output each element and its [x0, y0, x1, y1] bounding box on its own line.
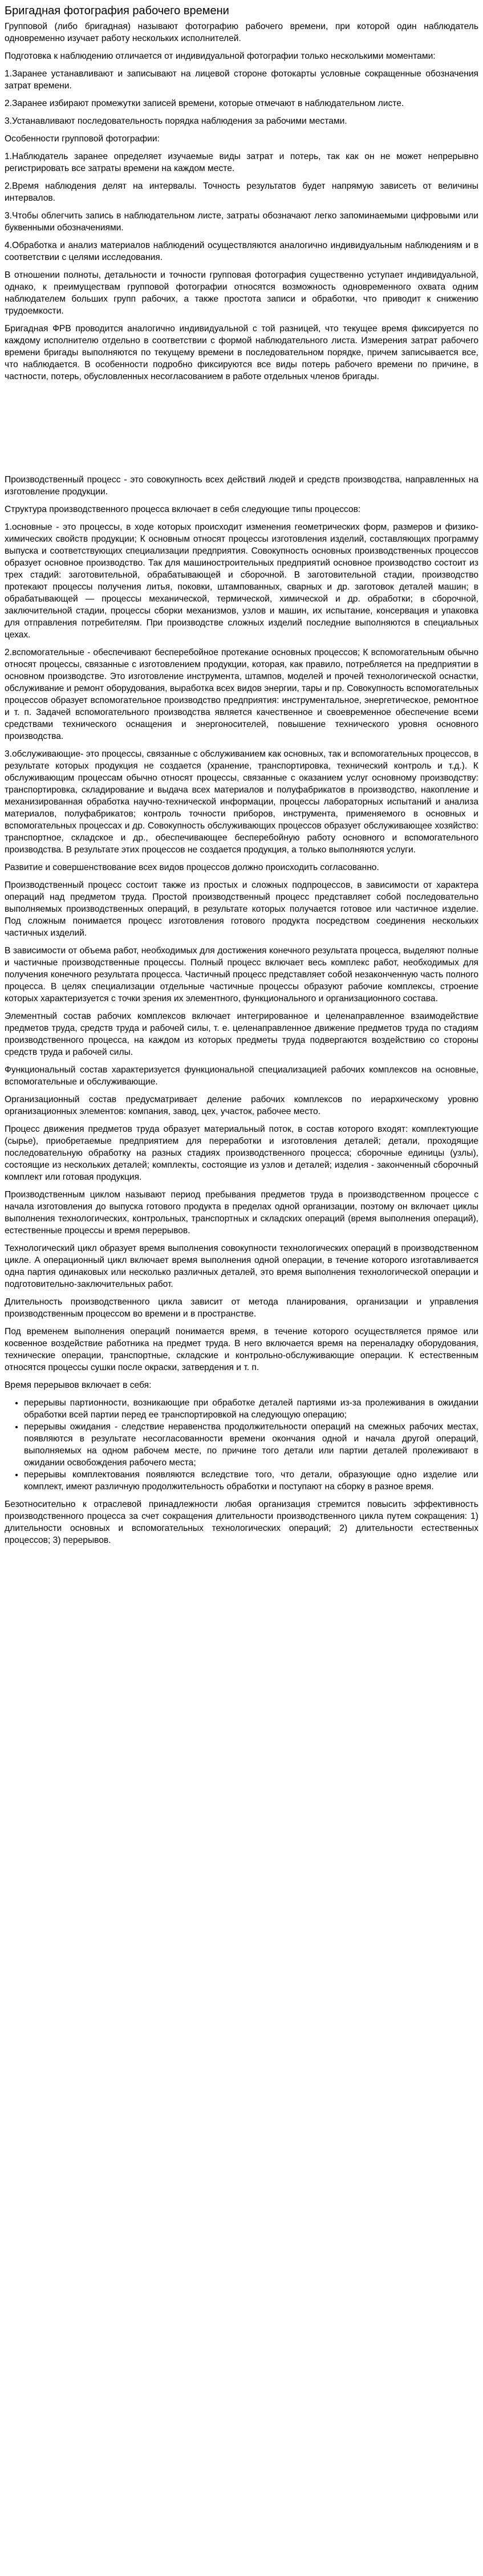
paragraph: 3.Устанавливают последовательность порядка наблюдения за рабочими местами. — [5, 116, 347, 126]
paragraph: 3.Чтобы облегчить запись в наблюдательном листе, затраты обозначают легко запоминаемыми цифровыми или буквенными обозначениями. — [5, 211, 478, 233]
paragraph: 2.Время наблюдения делят на интервалы. Точность результатов будет напрямую зависеть от величины интервалов. — [5, 181, 478, 203]
breaks-list — [5, 1397, 478, 1493]
paragraph: 1.основные - это процессы, в ходе которых происходит изменения геометрических форм, размеров и физико-химических свойств продукции; К основным относят процессы изготовления изделий, составляющих программу выпуска и соответствующих специализации предприятия. Совокупность основных производственных процессов образует основное производство. Так для машиностроительных предприятий основное производство состоит из трех стадий: заготовительной, обрабатывающей и сборочной. В заготовительной стадии, производство протекают процессы получения литья, поковки, штампованных, сварных и др. заготовок деталей машин; в обрабатывающей — процессы механической, термической, химической и др. обработки; в сборочной, заключительной стадии, процессы сборки механизмов, узлов и машин, их испытание, консервация и упаковка для отправления потребителям. При производстве сложных изделий последние выполняются в специальных цехах. — [5, 522, 478, 640]
paragraph: Функциональный состав характеризуется функциональной специализацией рабочих комплексов на основные, вспомогательные и обслуживающие. — [5, 1065, 478, 1087]
paragraph: Групповой (либо бригадная) называют фотографию рабочего времени, при которой один наблюдатель одновременно изучает работу нескольких исполнителей. — [5, 22, 478, 43]
paragraph: 2.вспомогательные - обеспечивают бесперебойное протекание основных процессов; К вспомогательным обычно относят процессы, связанные с изготовлением продукции, которая, как правило, потребляется на предприятии в основном производстве. Это изготовление инструмента, штампов, моделей и прочей технологической оснастки, обслуживание и ремонт оборудования, выработка всех видов энергии, тары и пр. Совокупность вспомогательных процессов образует вспомогательное производство предприятия: инструментальное, энергетическое, ремонтное и т. п. Задачей вспомогательного производства является качественное и своевременное обеспечение всеми средствами технического оснащения и энергоносителей, повышение технического уровня основного производства. — [5, 648, 478, 741]
paragraph: Подготовка к наблюдению отличается от индивидуальной фотографии только несколькими моментами: — [5, 51, 436, 61]
paragraph: 2.Заранее избирают промежутки записей времени, которые отмечают в наблюдательном листе. — [5, 99, 404, 108]
paragraph: Особенности групповой фотографии: — [5, 134, 160, 144]
paragraph: Производственным циклом называют период пребывания предметов труда в производственном процессе с начала изготовления до выпуска готового продукта в пределах одной организации, поэтому он включает циклы выполнения технологических, контрольных, транспортных и складских операций (время выполнения операций), естественные процессы и время перерывов. — [5, 1190, 478, 1236]
paragraph: Бригадная ФРВ проводится аналогично индивидуальной с той разницей, что текущее время фиксируется по каждому исполнителю отдельно в соответствии с формой наблюдательного листа. Измерения затрат рабочего времени бригады выполняются по текущему времени в последовательном порядке, причем записывается все, что наблюдается. В особенности подробно фиксируются все виды потерь рабочего времени по причине, в частности, потерь, обусловленных несогласованием в работе отдельных членов бригады. — [5, 324, 478, 381]
paragraph: 4.Обработка и анализ материалов наблюдений осуществляются аналогично индивидуальным наблюдениям и в соответствии с целями исследования. — [5, 241, 478, 262]
paragraph: Производственный процесс состоит также из простых и сложных подпроцессов, в зависимости от характера операций над предметом труда. Простой производственный процесс представляет собой последовательно выполняемых производственных операций, в результате которых получается готовое или частичное изделие. Под сложным понимается процесс изготовления готового продукта посредством соединения нескольких частичных изделий. — [5, 880, 478, 938]
blank-gap — [5, 388, 478, 474]
list-item: • перерывы ожидания - следствие неравенства продолжительности операций на смежных рабочих местах, появляются в результате несогласованности времени окончания одной и начала другой операций, выполняемых на одном рабочем месте, по причине того детали или партии деталей пролеживают в ожидании освобождения рабочего места; — [24, 1421, 478, 1469]
list-item: • перерывы комплектования появляются вследствие того, что детали, образующие одно изделие или комплект, имеют различную продолжительность обработки и поступают на сборку в разное время. — [24, 1469, 478, 1493]
paragraph: Производственный процесс - это совокупность всех действий людей и средств производства, направленных на изготовление продукции. — [5, 475, 478, 497]
section-production-process — [5, 474, 478, 1546]
paragraph: Под временем выполнения операций понимается время, в течение которого осуществляется прямое или косвенное воздействие работника на предмет труда. В него включается время на переналадку оборудования, технические операции, транспортные, складские и контрольно-обслуживающие операции. К естественным относятся процессы сушки после окраски, затвердения и т. п. — [5, 1327, 478, 1372]
paragraph: 3.обслуживающие- это процессы, связанные с обслуживанием как основных, так и вспомогательных процессов, в результате которых продукция не создается (хранение, транспортировка, технический контроль и т.д.). К обслуживающим процессам обычно относят процессы, связанные с оказанием услуг основному производству: транспортировка, складирование и выдача всех материалов и полуфабрикатов в производство, накопление и механизированная обработка научно-технической информации, процессы лабораторных испытаний и анализа материалов, полуфабрикатов; контроль точности приборов, инструмента, применяемого в основных и вспомогательных процессах и др. Совокупность обслуживающих процессов образует обслуживающее хозяйство: транспортное, складское и др., обеспечивающее бесперебойную работу основного и вспомогательного производства. В результате этих процессов не создается продукция, а только выполняются услуги. — [5, 749, 478, 855]
paragraph: Структура производственного процесса включает в себя следующие типы процессов: — [5, 505, 361, 514]
paragraph: Элементный состав рабочих комплексов включает интегрированное и целенаправленное взаимодействие предметов труда, средств труда и рабочей силы, т. е. целенаправленное движение предметов труда по стадиям производственного процесса, на каждом из которых предметы труда подвергаются воздействию со стороны средств труда и рабочей силы. — [5, 1011, 478, 1057]
paragraph: 1.Заранее устанавливают и записывают на лицевой стороне фотокарты условные сокращенные обозначения затрат времени. — [5, 69, 478, 91]
paragraph: Развитие и совершенствование всех видов процессов должно происходить согласованно. — [5, 863, 379, 872]
paragraph: Время перерывов включает в себя: — [5, 1380, 152, 1390]
paragraph: Организационный состав предусматривает деление рабочих комплексов по иерархическому уровню организационных элементов: компания, завод, цех, участок, рабочее место. — [5, 1095, 478, 1116]
paragraph-closing: Безотносительно к отраслевой принадлежности любая организация стремится повысить эффективность производственного процесса за счет сокращения длительности производственного цикла путем сокращения: 1) длительности основных и вспомогательных технологических операций; 2) длительности естественных процессов; 3) перерывов. — [5, 1500, 478, 1545]
paragraph: В зависимости от объема работ, необходимых для достижения конечного результата процесса, выделяют полные и частичные производственные процессы. Полный процесс включает весь комплекс работ, необходимых для получения конечного результата процесса. Частичный процесс представляет собой незаконченную часть полного процесса. В целях специализации отдельные частичные процессы образуют рабочие комплексы, строение которых характеризуется с точки зрения их элементного, функционального и организационного состава. — [5, 946, 478, 1003]
paragraph: 1.Наблюдатель заранее определяет изучаемые виды затрат и потерь, так как он не может непрерывно регистрировать все затраты времени на каждом месте. — [5, 152, 478, 173]
paragraph: Технологический цикл образует время выполнения совокупности технологических операций в производственном цикле. А операционный цикл включает время выполнения одной операции, в течение которого изготавливается одна партия одинаковых или несколько различных деталей, это время выполнения технологической операции и подготовительно-заключительных работ. — [5, 1244, 478, 1289]
paragraph: Длительность производственного цикла зависит от метода планирования, организации и управления производственным процессом во времени и в пространстве. — [5, 1297, 478, 1319]
paragraph: В отношении полноты, детальности и точности групповая фотография существенно уступает индивидуальной, однако, к преимуществам групповой фотографии относятся возможность одновременного охвата одним наблюдателем больших групп рабочих, а также простота записи и обработки, что приводит к снижению трудоемкости. — [5, 270, 478, 316]
page-title: Бригадная фотография рабочего времени — [5, 5, 229, 17]
list-item: • перерывы партионности, возникающие при обработке деталей партиями из-за пролеживания в ожидании обработки всей партии перед ее транспортировкой на следующую операцию; — [24, 1397, 478, 1421]
paragraph: Процесс движения предметов труда образует материальный поток, в состав которого входят: комплектующие (сырье), приобретаемые предприятием для переработки и изготовления деталей; детали, проходящие последовательную обработку на разных стадиях производственного процесса; сборочные единицы (узлы), состоящие из нескольких деталей; комплекты, состоящие из узлов и деталей; изделия - законченный сборочный комплект или готовая продукция. — [5, 1124, 478, 1182]
section-group-photo — [5, 21, 478, 383]
